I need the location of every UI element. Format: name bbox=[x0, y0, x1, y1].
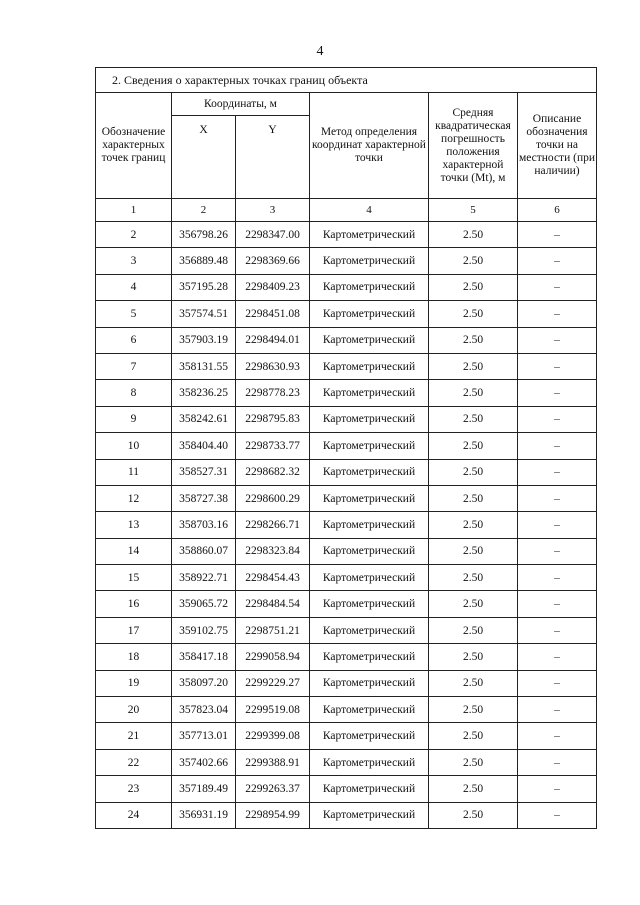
cell-method: Картометрический bbox=[310, 749, 429, 775]
header-y: Y bbox=[236, 116, 310, 199]
cell-x: 357713.01 bbox=[172, 723, 236, 749]
cell-method: Картометрический bbox=[310, 433, 429, 459]
cell-error: 2.50 bbox=[429, 380, 518, 406]
cell-method: Картометрический bbox=[310, 512, 429, 538]
cell-y: 2299058.94 bbox=[236, 644, 310, 670]
cell-x: 357823.04 bbox=[172, 697, 236, 723]
cell-point: 15 bbox=[96, 565, 172, 591]
cell-description: – bbox=[518, 776, 597, 802]
cell-x: 358131.55 bbox=[172, 353, 236, 379]
cell-y: 2298454.43 bbox=[236, 565, 310, 591]
cell-description: – bbox=[518, 459, 597, 485]
table-row bbox=[96, 776, 597, 802]
cell-x: 358236.25 bbox=[172, 380, 236, 406]
cell-error: 2.50 bbox=[429, 723, 518, 749]
table-row bbox=[96, 512, 597, 538]
table-row bbox=[96, 802, 597, 828]
cell-description: – bbox=[518, 301, 597, 327]
cell-x: 358242.61 bbox=[172, 406, 236, 432]
cell-x: 356798.26 bbox=[172, 222, 236, 248]
table-row bbox=[96, 433, 597, 459]
cell-method: Картометрический bbox=[310, 565, 429, 591]
column-number: 4 bbox=[310, 199, 429, 222]
cell-description: – bbox=[518, 406, 597, 432]
cell-point: 18 bbox=[96, 644, 172, 670]
cell-point: 20 bbox=[96, 697, 172, 723]
cell-point: 4 bbox=[96, 274, 172, 300]
cell-method: Картометрический bbox=[310, 644, 429, 670]
column-number: 3 bbox=[236, 199, 310, 222]
cell-description: – bbox=[518, 565, 597, 591]
cell-description: – bbox=[518, 327, 597, 353]
cell-x: 358727.38 bbox=[172, 485, 236, 511]
cell-description: – bbox=[518, 697, 597, 723]
table-row bbox=[96, 538, 597, 564]
cell-point: 12 bbox=[96, 485, 172, 511]
cell-point: 19 bbox=[96, 670, 172, 696]
cell-description: – bbox=[518, 591, 597, 617]
cell-x: 356889.48 bbox=[172, 248, 236, 274]
cell-point: 2 bbox=[96, 222, 172, 248]
table-row bbox=[96, 380, 597, 406]
cell-method: Картометрический bbox=[310, 380, 429, 406]
cell-point: 23 bbox=[96, 776, 172, 802]
cell-method: Картометрический bbox=[310, 723, 429, 749]
cell-x: 358404.40 bbox=[172, 433, 236, 459]
cell-point: 22 bbox=[96, 749, 172, 775]
section-title: 2. Сведения о характерных точках границ объекта bbox=[96, 68, 597, 93]
cell-description: – bbox=[518, 802, 597, 828]
table-row bbox=[96, 697, 597, 723]
table-row bbox=[96, 406, 597, 432]
cell-method: Картометрический bbox=[310, 591, 429, 617]
table-row bbox=[96, 248, 597, 274]
page-number: 4 bbox=[316, 44, 324, 59]
cell-y: 2298795.83 bbox=[236, 406, 310, 432]
cell-y: 2299399.08 bbox=[236, 723, 310, 749]
cell-point: 13 bbox=[96, 512, 172, 538]
cell-error: 2.50 bbox=[429, 697, 518, 723]
cell-error: 2.50 bbox=[429, 485, 518, 511]
cell-description: – bbox=[518, 222, 597, 248]
cell-method: Картометрический bbox=[310, 274, 429, 300]
cell-y: 2298409.23 bbox=[236, 274, 310, 300]
cell-y: 2298494.01 bbox=[236, 327, 310, 353]
cell-error: 2.50 bbox=[429, 512, 518, 538]
cell-description: – bbox=[518, 433, 597, 459]
cell-description: – bbox=[518, 723, 597, 749]
cell-y: 2298682.32 bbox=[236, 459, 310, 485]
cell-error: 2.50 bbox=[429, 274, 518, 300]
table-body bbox=[96, 222, 597, 829]
header-coordinates: Координаты, м bbox=[172, 93, 310, 116]
cell-x: 358703.16 bbox=[172, 512, 236, 538]
header-error: Средняя квадратическая погрешность положения характерной точки (Mt), м bbox=[429, 93, 518, 199]
cell-method: Картометрический bbox=[310, 248, 429, 274]
cell-x: 358417.18 bbox=[172, 644, 236, 670]
table-row bbox=[96, 485, 597, 511]
cell-error: 2.50 bbox=[429, 591, 518, 617]
cell-x: 357402.66 bbox=[172, 749, 236, 775]
cell-error: 2.50 bbox=[429, 406, 518, 432]
cell-method: Картометрический bbox=[310, 776, 429, 802]
cell-description: – bbox=[518, 512, 597, 538]
cell-x: 357903.19 bbox=[172, 327, 236, 353]
cell-description: – bbox=[518, 380, 597, 406]
cell-x: 358097.20 bbox=[172, 670, 236, 696]
cell-y: 2299229.27 bbox=[236, 670, 310, 696]
cell-error: 2.50 bbox=[429, 776, 518, 802]
table-row bbox=[96, 723, 597, 749]
cell-description: – bbox=[518, 485, 597, 511]
header-method: Метод определения координат характерной точки bbox=[310, 93, 429, 199]
cell-description: – bbox=[518, 670, 597, 696]
cell-point: 21 bbox=[96, 723, 172, 749]
cell-description: – bbox=[518, 617, 597, 643]
cell-method: Картометрический bbox=[310, 697, 429, 723]
cell-x: 357574.51 bbox=[172, 301, 236, 327]
table-row bbox=[96, 353, 597, 379]
cell-method: Картометрический bbox=[310, 353, 429, 379]
cell-error: 2.50 bbox=[429, 248, 518, 274]
cell-error: 2.50 bbox=[429, 222, 518, 248]
cell-y: 2298451.08 bbox=[236, 301, 310, 327]
cell-error: 2.50 bbox=[429, 617, 518, 643]
column-number: 5 bbox=[429, 199, 518, 222]
cell-error: 2.50 bbox=[429, 459, 518, 485]
table-row bbox=[96, 670, 597, 696]
cell-method: Картометрический bbox=[310, 222, 429, 248]
cell-error: 2.50 bbox=[429, 802, 518, 828]
cell-method: Картометрический bbox=[310, 327, 429, 353]
cell-y: 2298600.29 bbox=[236, 485, 310, 511]
table-row bbox=[96, 327, 597, 353]
cell-y: 2298954.99 bbox=[236, 802, 310, 828]
cell-point: 24 bbox=[96, 802, 172, 828]
cell-description: – bbox=[518, 538, 597, 564]
cell-error: 2.50 bbox=[429, 670, 518, 696]
cell-y: 2298323.84 bbox=[236, 538, 310, 564]
cell-point: 11 bbox=[96, 459, 172, 485]
column-number: 6 bbox=[518, 199, 597, 222]
cell-point: 3 bbox=[96, 248, 172, 274]
cell-point: 9 bbox=[96, 406, 172, 432]
cell-method: Картометрический bbox=[310, 670, 429, 696]
cell-x: 357189.49 bbox=[172, 776, 236, 802]
cell-y: 2298369.66 bbox=[236, 248, 310, 274]
cell-y: 2298630.93 bbox=[236, 353, 310, 379]
cell-y: 2298484.54 bbox=[236, 591, 310, 617]
cell-error: 2.50 bbox=[429, 433, 518, 459]
cell-point: 10 bbox=[96, 433, 172, 459]
cell-method: Картометрический bbox=[310, 485, 429, 511]
column-number: 1 bbox=[96, 199, 172, 222]
cell-method: Картометрический bbox=[310, 406, 429, 432]
cell-y: 2299388.91 bbox=[236, 749, 310, 775]
cell-y: 2298733.77 bbox=[236, 433, 310, 459]
cell-error: 2.50 bbox=[429, 565, 518, 591]
table-row bbox=[96, 301, 597, 327]
cell-x: 357195.28 bbox=[172, 274, 236, 300]
cell-point: 7 bbox=[96, 353, 172, 379]
table-row bbox=[96, 274, 597, 300]
cell-description: – bbox=[518, 644, 597, 670]
cell-description: – bbox=[518, 353, 597, 379]
cell-error: 2.50 bbox=[429, 327, 518, 353]
table-row bbox=[96, 617, 597, 643]
cell-method: Картометрический bbox=[310, 538, 429, 564]
cell-point: 14 bbox=[96, 538, 172, 564]
cell-point: 8 bbox=[96, 380, 172, 406]
cell-error: 2.50 bbox=[429, 644, 518, 670]
cell-description: – bbox=[518, 248, 597, 274]
cell-point: 6 bbox=[96, 327, 172, 353]
boundary-points-table bbox=[95, 67, 597, 829]
cell-x: 358922.71 bbox=[172, 565, 236, 591]
cell-method: Картометрический bbox=[310, 459, 429, 485]
cell-point: 5 bbox=[96, 301, 172, 327]
header-x: X bbox=[172, 116, 236, 199]
table-row bbox=[96, 749, 597, 775]
cell-y: 2298266.71 bbox=[236, 512, 310, 538]
cell-y: 2298751.21 bbox=[236, 617, 310, 643]
cell-x: 359102.75 bbox=[172, 617, 236, 643]
cell-description: – bbox=[518, 749, 597, 775]
cell-method: Картометрический bbox=[310, 617, 429, 643]
cell-error: 2.50 bbox=[429, 301, 518, 327]
cell-error: 2.50 bbox=[429, 538, 518, 564]
cell-y: 2299519.08 bbox=[236, 697, 310, 723]
table-row bbox=[96, 565, 597, 591]
cell-error: 2.50 bbox=[429, 353, 518, 379]
column-number: 2 bbox=[172, 199, 236, 222]
cell-x: 359065.72 bbox=[172, 591, 236, 617]
table-row bbox=[96, 591, 597, 617]
cell-x: 356931.19 bbox=[172, 802, 236, 828]
cell-x: 358860.07 bbox=[172, 538, 236, 564]
table-row bbox=[96, 222, 597, 248]
cell-x: 358527.31 bbox=[172, 459, 236, 485]
cell-method: Картометрический bbox=[310, 301, 429, 327]
cell-point: 17 bbox=[96, 617, 172, 643]
cell-point: 16 bbox=[96, 591, 172, 617]
header-description: Описание обозначения точки на местности (при наличии) bbox=[518, 93, 597, 199]
cell-y: 2298778.23 bbox=[236, 380, 310, 406]
cell-description: – bbox=[518, 274, 597, 300]
cell-y: 2298347.00 bbox=[236, 222, 310, 248]
cell-method: Картометрический bbox=[310, 802, 429, 828]
header-point: Обозначение характерных точек границ bbox=[96, 93, 172, 199]
cell-error: 2.50 bbox=[429, 749, 518, 775]
table-row bbox=[96, 459, 597, 485]
column-number-row bbox=[96, 199, 597, 222]
table-row bbox=[96, 644, 597, 670]
cell-y: 2299263.37 bbox=[236, 776, 310, 802]
